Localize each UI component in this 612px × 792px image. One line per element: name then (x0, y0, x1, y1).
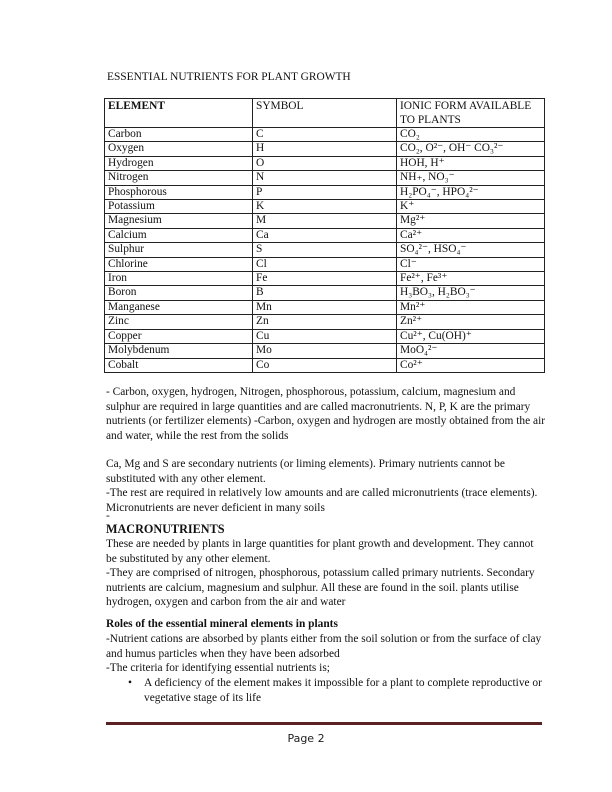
cell-symbol: Zn (253, 315, 397, 329)
paragraph-secondary-nutrients: Ca, Mg and S are secondary nutrients (or liming elements). Primary nutrients cannot be substituted with any other element. (106, 458, 505, 485)
document-title: ESSENTIAL NUTRIENTS FOR PLANT GROWTH (107, 71, 351, 83)
cell-ionic-form: Cl⁻ (397, 257, 545, 271)
cell-ionic-form: Mg²⁺ (397, 214, 545, 228)
cell-element: Cobalt (105, 358, 253, 372)
table-header-row (105, 99, 545, 128)
cell-symbol: Cl (253, 257, 397, 271)
cell-ionic-form: H₃BO₃, H₂BO₃⁻ (397, 286, 545, 300)
cell-symbol: Mn (253, 300, 397, 314)
cell-element: Carbon (105, 128, 253, 142)
cell-ionic-form: CO₂ (397, 128, 545, 142)
table-row (105, 142, 545, 156)
cell-ionic-form: Zn²⁺ (397, 315, 545, 329)
cell-element: Nitrogen (105, 171, 253, 185)
paragraph-macronutrients-intro: - Carbon, oxygen, hydrogen, Nitrogen, phosphorous, potassium, calcium, magnesium and sulphur are required in large quantities and are called macronutrients. N, P, K are the primary nutrients (or fertilizer elements) -Carbon, oxygen and hydrogen are mostly obtained from the air and water, while the rest from the solids (106, 386, 546, 442)
table-row (105, 300, 545, 314)
list-item-text: A deficiency of the element makes it impossible for a plant to complete reproductive or vegetative stage of its life (144, 677, 542, 704)
paragraph-criteria: -The criteria for identifying essential nutrients is; (106, 662, 330, 674)
paragraph-macronutrients-def: These are needed by plants in large quantities for plant growth and development. They cannot be substituted by any other element. (106, 538, 534, 565)
cell-element: Potassium (105, 200, 253, 214)
cell-ionic-form: Cu²⁺, Cu(OH)⁺ (397, 329, 545, 343)
table-row (105, 185, 545, 199)
cell-ionic-form: Mn²⁺ (397, 300, 545, 314)
heading-macronutrients: MACRONUTRIENTS (106, 522, 225, 536)
cell-symbol: Co (253, 358, 397, 372)
cell-symbol: H (253, 142, 397, 156)
cell-symbol: Mo (253, 344, 397, 358)
paragraph-micronutrients: -The rest are required in relatively low amounts and are called micronutrients (trace elements). Micronutrients are never deficient in many soils (106, 487, 538, 514)
cell-symbol: P (253, 185, 397, 199)
paragraph-cation-absorption: -Nutrient cations are absorbed by plants either from the soil solution or from the surface of clay and humus particles when they have been adsorbed (106, 633, 542, 660)
table-row (105, 156, 545, 170)
header-element: ELEMENT (105, 99, 253, 128)
cell-symbol: N (253, 171, 397, 185)
cell-symbol: Fe (253, 272, 397, 286)
table-row (105, 200, 545, 214)
nutrients-table (104, 98, 545, 373)
cell-ionic-form: K⁺ (397, 200, 545, 214)
table-row (105, 315, 545, 329)
bullet-icon: • (128, 677, 132, 689)
cell-ionic-form: CO₂, O²⁻, OH⁻ CO₃²⁻ (397, 142, 545, 156)
table-row (105, 286, 545, 300)
table-body (105, 128, 545, 373)
cell-element: Boron (105, 286, 253, 300)
table-row (105, 243, 545, 257)
table-row (105, 272, 545, 286)
cell-symbol: B (253, 286, 397, 300)
table-row (105, 358, 545, 372)
dash-line: - (106, 510, 110, 522)
cell-element: Manganese (105, 300, 253, 314)
paragraph-macronutrients-composition: -They are comprised of nitrogen, phosphorous, potassium called primary nutrients. Secondary nutrients are calcium, magnesium and sulphur. All these are found in the soil. plants utilise hydrogen, oxygen and carbon from the air and water (106, 567, 535, 609)
cell-element: Phosphorous (105, 185, 253, 199)
table-row (105, 344, 545, 358)
cell-symbol: M (253, 214, 397, 228)
table-row (105, 214, 545, 228)
cell-ionic-form: Co²⁺ (397, 358, 545, 372)
cell-symbol: Cu (253, 329, 397, 343)
cell-symbol: Ca (253, 228, 397, 242)
table-row (105, 228, 545, 242)
cell-element: Molybdenum (105, 344, 253, 358)
cell-element: Iron (105, 272, 253, 286)
table-row (105, 128, 545, 142)
cell-symbol: K (253, 200, 397, 214)
cell-element: Oxygen (105, 142, 253, 156)
cell-ionic-form: Fe²⁺, Fe³⁺ (397, 272, 545, 286)
cell-symbol: S (253, 243, 397, 257)
cell-element: Chlorine (105, 257, 253, 271)
heading-roles: Roles of the essential mineral elements in plants (106, 618, 338, 630)
footer-rule (106, 722, 542, 725)
cell-element: Calcium (105, 228, 253, 242)
cell-symbol: C (253, 128, 397, 142)
list-item (106, 676, 546, 705)
table-row (105, 257, 545, 271)
cell-ionic-form: MoO₄²⁻ (397, 344, 545, 358)
cell-ionic-form: HOH, H⁺ (397, 156, 545, 170)
cell-ionic-form: SO₄²⁻, HSO₄⁻ (397, 243, 545, 257)
cell-element: Sulphur (105, 243, 253, 257)
table-row (105, 171, 545, 185)
criteria-list (106, 676, 546, 705)
cell-symbol: O (253, 156, 397, 170)
page-number: Page 2 (287, 732, 325, 745)
cell-element: Magnesium (105, 214, 253, 228)
header-symbol: SYMBOL (253, 99, 397, 128)
cell-ionic-form: H₂PO₄⁻, HPO₄²⁻ (397, 185, 545, 199)
cell-ionic-form: Ca²⁺ (397, 228, 545, 242)
cell-ionic-form: NH₊, NO₃⁻ (397, 171, 545, 185)
cell-element: Hydrogen (105, 156, 253, 170)
cell-element: Copper (105, 329, 253, 343)
table-row (105, 329, 545, 343)
header-ionic-form: IONIC FORM AVAILABLE TO PLANTS (397, 99, 545, 128)
cell-element: Zinc (105, 315, 253, 329)
